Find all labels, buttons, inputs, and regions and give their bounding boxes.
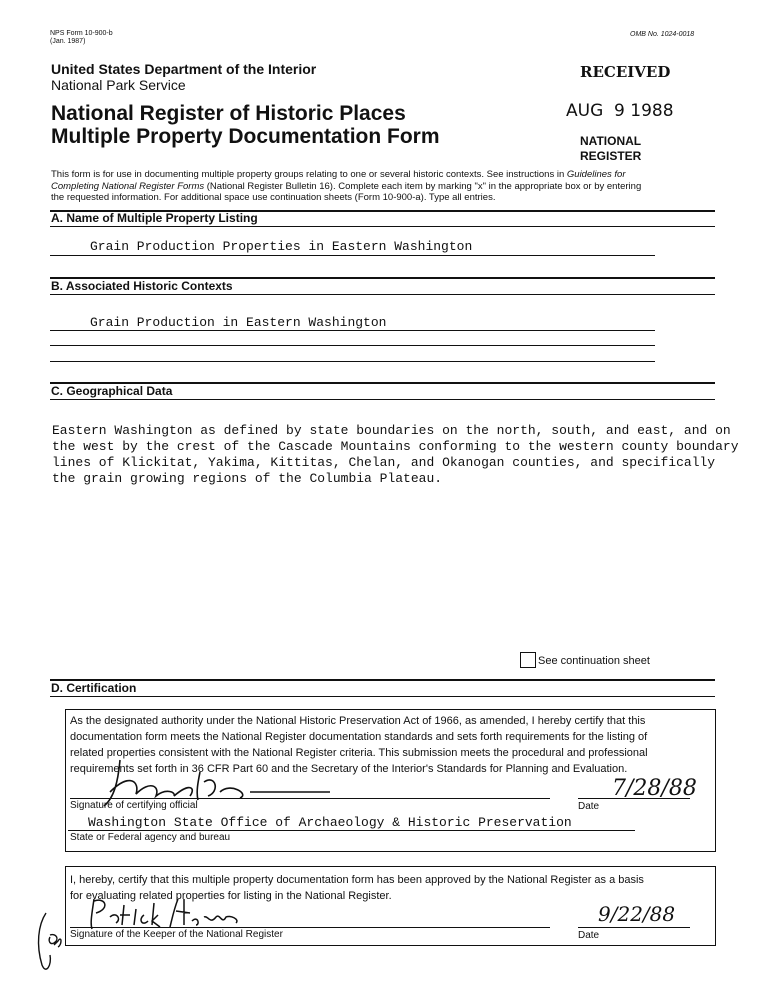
keeper-signature-label: Signature of the Keeper of the National Register (70, 929, 283, 940)
form-title-line1: National Register of Historic Places (51, 102, 406, 125)
geo-line: the grain growing regions of the Columbia Plateau. (52, 471, 443, 486)
agency-name: National Park Service (51, 77, 186, 93)
keeper-signature-line (70, 927, 550, 928)
divider (50, 294, 715, 295)
section-b-heading: B. Associated Historic Contexts (51, 279, 233, 293)
department-name: United States Department of the Interior (51, 61, 317, 77)
agency-line (68, 830, 635, 831)
stamp-register: REGISTER (580, 149, 642, 163)
margin-initials (28, 905, 68, 985)
intro-text: This form is for use in documenting multiple property groups relating to one or several historic contexts. See instructions in Guidelines for Completing National Register Forms (National Register Bulletin 16). Complete each item by marking "x" in the appropriate box or by entering the requested information. For additional space use continuation sheets (Form 10-900-a). Type all entries. (51, 169, 642, 203)
continuation-label: See continuation sheet (538, 655, 650, 667)
divider (50, 679, 715, 681)
agency-bureau-label: State or Federal agency and bureau (70, 832, 231, 843)
date-label: Date (578, 801, 600, 812)
section-d-heading: D. Certification (51, 681, 137, 695)
keeper-date-line (578, 927, 690, 928)
signature-line (70, 798, 550, 799)
property-listing-name: Grain Production Properties in Eastern Washington (90, 239, 473, 254)
section-a-heading: A. Name of Multiple Property Listing (51, 211, 258, 225)
continuation-checkbox[interactable] (520, 652, 536, 668)
geographical-data (52, 407, 739, 487)
form-date: (Jan. 1987) (50, 38, 86, 45)
certification-text: As the designated authority under the National Historic Preservation Act of 1966, as amended, I hereby certify that this documentation form meets the National Register documentation standards and sets forth requirements for the listing of related properties consistent with the National Register criteria. This submission meets the procedural and professional requirements set forth in 36 CFR Part 60 and the Secretary of the Interior's Standards for Planning and Evaluation. (70, 715, 648, 775)
divider (50, 696, 715, 697)
keeper-certification-text: I, hereby, certify that this multiple property documentation form has been approved by the National Register as a basis for evaluating related properties for listing in the National Register. (70, 874, 644, 902)
form-number: NPS Form 10-900-b (50, 30, 113, 37)
signature-label: Signature of certifying official (70, 800, 198, 811)
form-title-line2: Multiple Property Documentation Form (51, 125, 440, 148)
historic-context: Grain Production in Eastern Washington (90, 315, 387, 330)
entry-line (50, 345, 655, 346)
section-c-heading: C. Geographical Data (51, 384, 173, 398)
received-date: AUG 9 1988 (566, 101, 674, 121)
certification-date: 7/28/88 (612, 776, 697, 801)
divider (50, 399, 715, 400)
divider (50, 226, 715, 227)
entry-line (50, 361, 655, 362)
received-stamp: RECEIVED (580, 63, 671, 81)
omb-number: OMB No. 1024-0018 (630, 31, 695, 38)
stamp-national: NATIONAL (580, 134, 642, 148)
entry-line (50, 255, 655, 256)
keeper-date: 9/22/88 (598, 902, 676, 926)
entry-line (50, 330, 655, 331)
keeper-date-label: Date (578, 930, 600, 941)
geo-line: Eastern Washington as defined by state boundaries on the north, south, and east, and on (52, 423, 731, 438)
geo-line: lines of Klickitat, Yakima, Kittitas, Chelan, and Okanogan counties, and specifically (52, 455, 716, 470)
geo-line: the west by the crest of the Cascade Mountains conforming to the western county boundary (52, 439, 739, 454)
agency-bureau-value: Washington State Office of Archaeology & Historic Preservation (88, 815, 572, 830)
